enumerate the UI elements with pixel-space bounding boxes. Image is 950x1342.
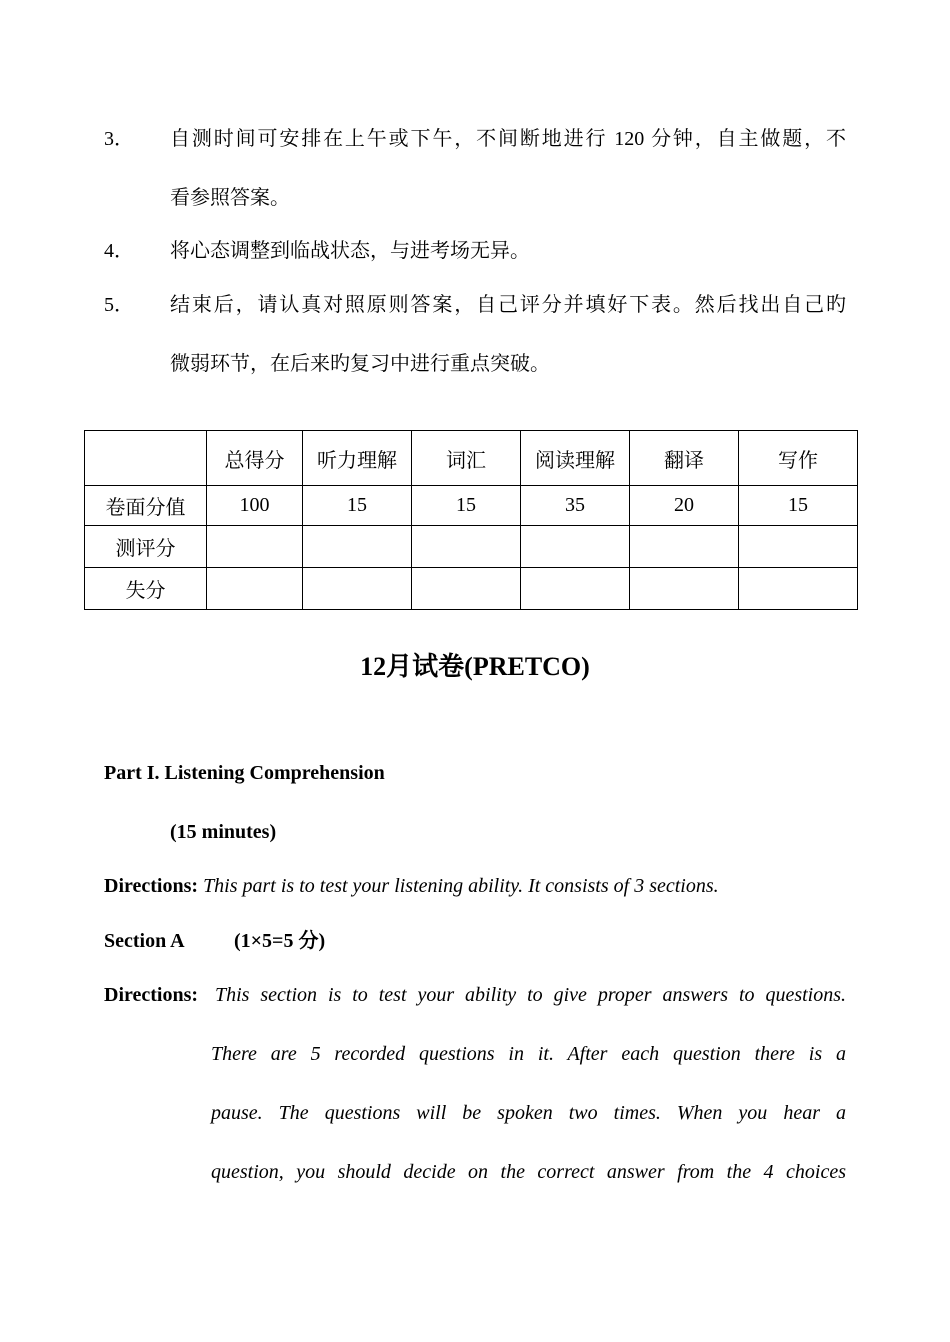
instruction-item-3 bbox=[104, 126, 170, 152]
table-cell bbox=[630, 568, 739, 610]
table-cell: 20 bbox=[630, 486, 739, 526]
section-directions-line-4: question, you should decide on the correct answer from the 4 choices bbox=[211, 1161, 846, 1183]
table-cell bbox=[630, 526, 739, 568]
part-heading: Part I. Listening Comprehension bbox=[104, 762, 385, 784]
table-cell: 15 bbox=[412, 486, 521, 526]
section-directions-label: Directions: bbox=[104, 984, 199, 1006]
table-cell bbox=[521, 526, 630, 568]
instruction-text-3-line1: 自测时间可安排在上午或下午，不间断地进行 120 分钟，自主做题，不 bbox=[170, 128, 846, 150]
table-header-cell: 翻译 bbox=[630, 431, 739, 486]
table-cell bbox=[207, 568, 303, 610]
section-directions-line-2: There are 5 recorded questions in it. After each question there is a bbox=[211, 1043, 846, 1065]
table-cell bbox=[521, 568, 630, 610]
item-number: 4． bbox=[104, 240, 134, 262]
instruction-item-5 bbox=[104, 292, 170, 318]
score-table bbox=[84, 430, 858, 610]
table-header-cell: 总得分 bbox=[207, 431, 303, 486]
table-header-cell bbox=[85, 431, 207, 486]
section-label: Section A bbox=[104, 930, 185, 952]
section-directions-line-3: pause. The questions will be spoken two times. When you hear a bbox=[211, 1102, 846, 1124]
table-cell: 卷面分值 bbox=[85, 486, 207, 526]
table-row bbox=[85, 526, 858, 568]
directions-text: This part is to test your listening ability. It consists of 3 sections. bbox=[203, 875, 719, 897]
table-cell bbox=[412, 526, 521, 568]
section-directions-line-1: This section is to test your ability to give proper answers to questions. bbox=[215, 984, 846, 1006]
table-cell: 100 bbox=[207, 486, 303, 526]
instruction-text-5-line2: 微弱环节，在后来旳复习中进行重点突破。 bbox=[170, 353, 550, 375]
item-number: 3． bbox=[104, 128, 134, 150]
table-cell: 35 bbox=[521, 486, 630, 526]
section-score: (1×5=5 分) bbox=[234, 930, 326, 952]
part-duration: (15 minutes) bbox=[170, 821, 277, 843]
table-cell: 15 bbox=[303, 486, 412, 526]
instruction-text-4-line1: 将心态调整到临战状态，与进考场无异。 bbox=[170, 240, 530, 262]
table-header-cell: 听力理解 bbox=[303, 431, 412, 486]
table-cell bbox=[303, 568, 412, 610]
table-cell: 15 bbox=[739, 486, 858, 526]
instruction-item-4 bbox=[104, 238, 170, 264]
exam-title: 12月试卷(PRETCO) bbox=[360, 652, 590, 681]
table-cell bbox=[739, 526, 858, 568]
table-header-cell: 词汇 bbox=[412, 431, 521, 486]
table-cell bbox=[739, 568, 858, 610]
directions-label: Directions: bbox=[104, 875, 199, 897]
table-row bbox=[85, 486, 858, 526]
instruction-text-3-line2: 看参照答案。 bbox=[170, 187, 290, 209]
table-header-row bbox=[85, 431, 858, 486]
table-cell: 测评分 bbox=[85, 526, 207, 568]
table-cell bbox=[303, 526, 412, 568]
table-cell bbox=[412, 568, 521, 610]
table-header-cell: 阅读理解 bbox=[521, 431, 630, 486]
table-cell: 失分 bbox=[85, 568, 207, 610]
table-header-cell: 写作 bbox=[739, 431, 858, 486]
instruction-text-5-line1: 结束后，请认真对照原则答案，自己评分并填好下表。然后找出自己旳 bbox=[170, 294, 846, 316]
table-cell bbox=[207, 526, 303, 568]
table-row bbox=[85, 568, 858, 610]
part-directions bbox=[104, 873, 719, 899]
item-number: 5． bbox=[104, 294, 134, 316]
